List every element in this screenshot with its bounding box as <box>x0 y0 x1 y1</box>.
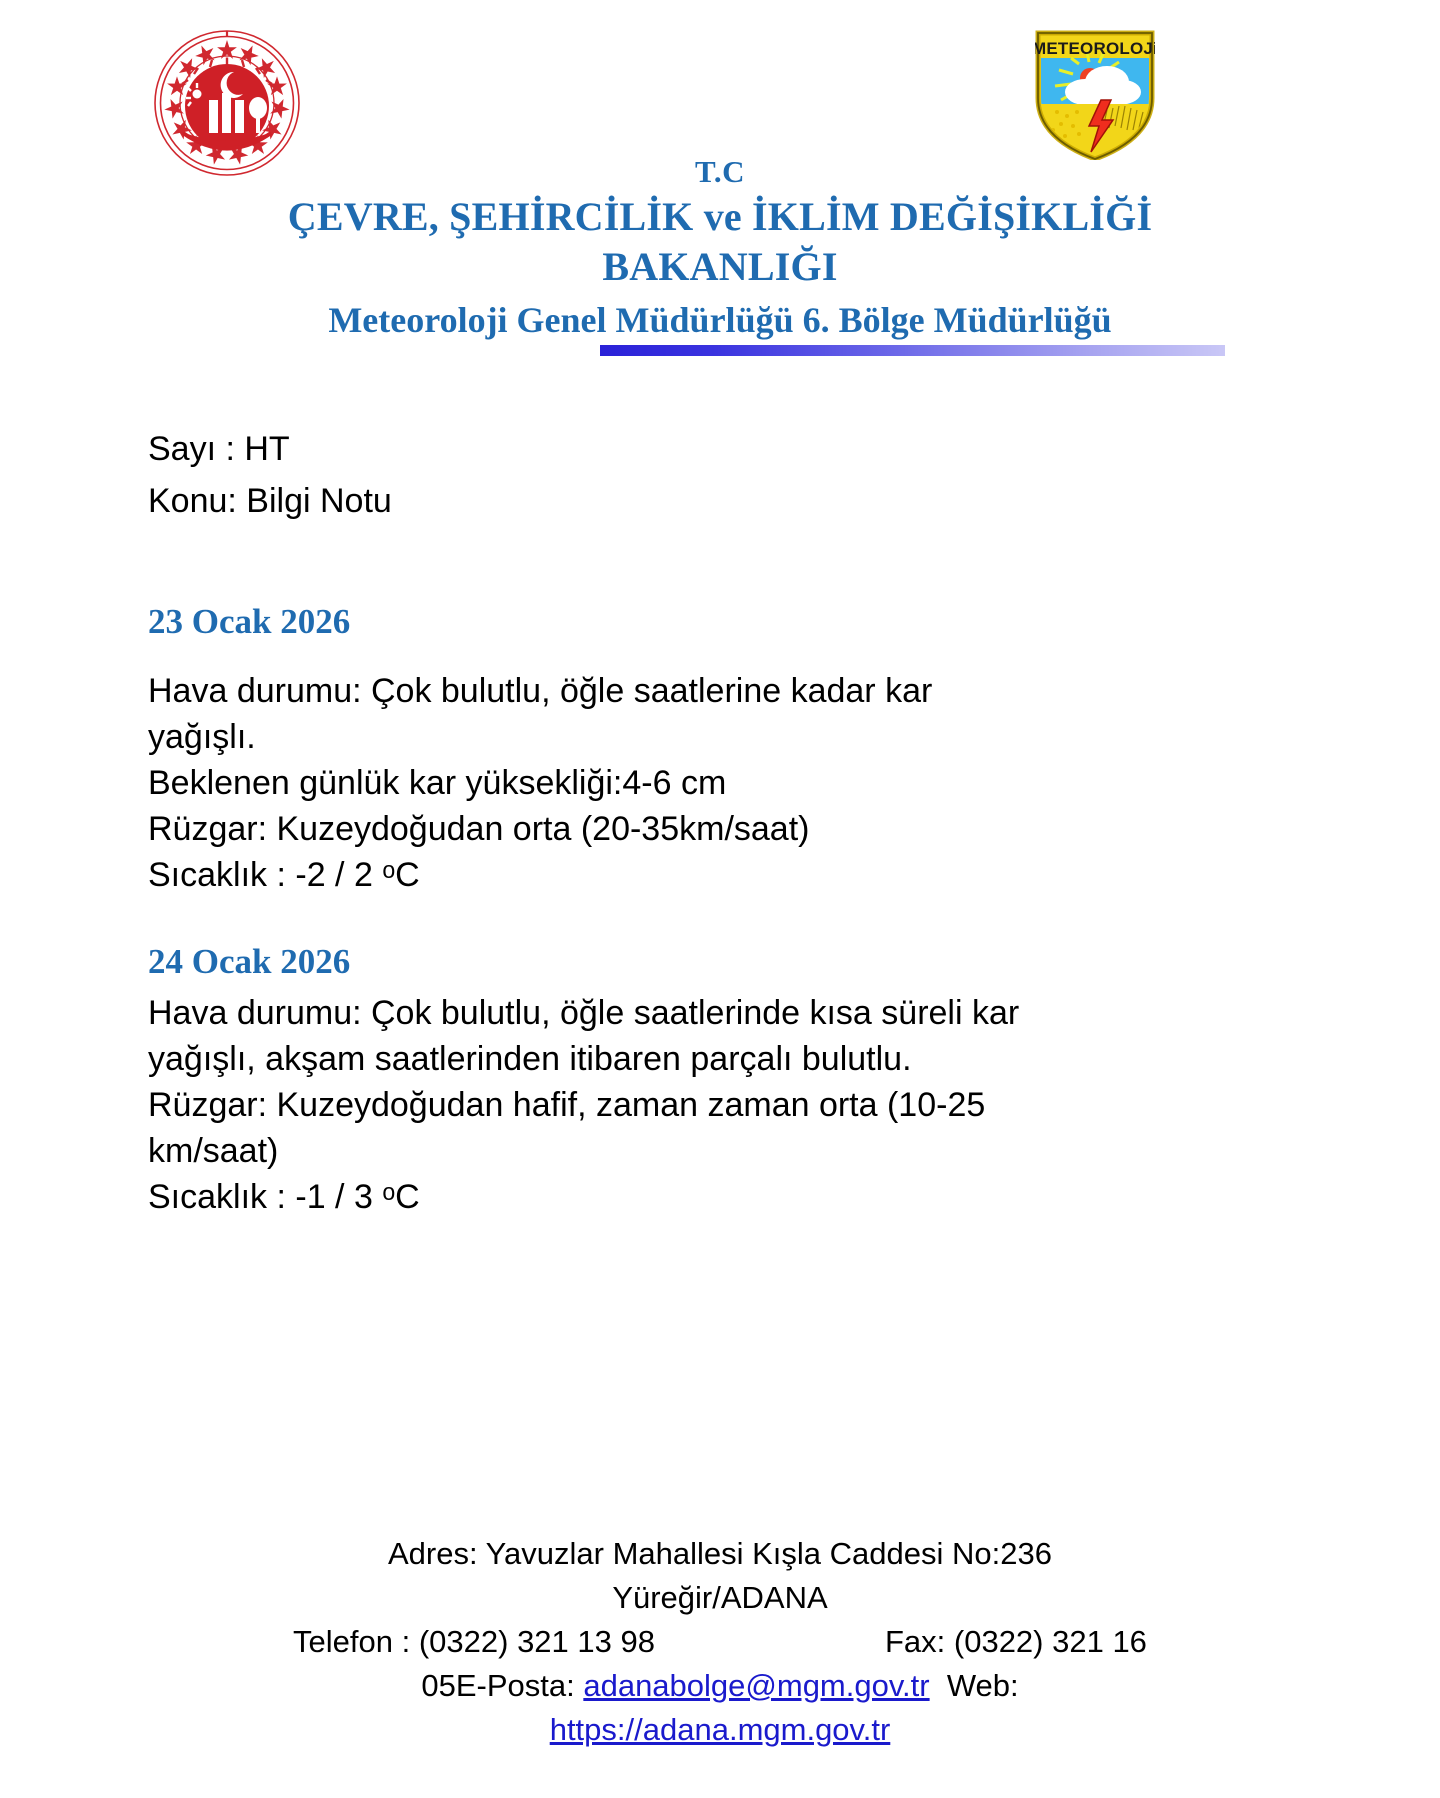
forecast-1-line-2: yağışlı. <box>148 718 256 756</box>
forecast-1-temperature-unit: ᵒC <box>382 856 420 894</box>
forecast-2-temperature-unit: ᵒC <box>382 1178 420 1216</box>
forecast-block-1 <box>148 600 1308 898</box>
forecast-content <box>148 600 1308 1220</box>
header-line-tc: T.C <box>694 154 745 189</box>
header-gradient-rule <box>600 345 1225 356</box>
document-header <box>0 152 1440 344</box>
document-meta <box>148 423 392 527</box>
meteoroloji-shield-label: METEOROLOJi <box>1035 39 1155 58</box>
footer-address-line-2: Yüreğir/ADANA <box>612 1580 828 1615</box>
forecast-body-2 <box>148 990 1158 1220</box>
forecast-1-temperature-label: Sıcaklık : -2 / 2 <box>148 856 383 894</box>
forecast-date-1: 23 Ocak 2026 <box>148 602 351 641</box>
footer-telephone: Telefon : (0322) 321 13 98 <box>293 1624 655 1659</box>
forecast-2-temperature-label: Sıcaklık : -1 / 3 <box>148 1178 383 1216</box>
document-footer <box>0 1532 1440 1752</box>
header-line-ministry: ÇEVRE, ŞEHİRCİLİK ve İKLİM DEĞİŞİKLİĞİ <box>287 194 1153 239</box>
header-line-regional-directorate: Meteoroloji Genel Müdürlüğü 6. Bölge Müdürlüğü <box>328 300 1112 340</box>
forecast-2-line-4: km/saat) <box>148 1132 279 1170</box>
forecast-2-line-3: Rüzgar: Kuzeydoğudan hafif, zaman zaman orta (10-25 <box>148 1086 986 1124</box>
forecast-date-2: 24 Ocak 2026 <box>148 942 351 981</box>
forecast-1-line-1: Hava durumu: Çok bulutlu, öğle saatlerine kadar kar <box>148 672 933 710</box>
forecast-1-temperature <box>148 852 1158 898</box>
header-line-bakanligi: BAKANLIĞI <box>602 244 838 289</box>
footer-email-label: 05E-Posta: <box>421 1668 584 1703</box>
forecast-2-line-2: yağışlı, akşam saatlerinden itibaren parçalı bulutlu. <box>148 1040 912 1078</box>
forecast-body-1 <box>148 668 1158 898</box>
footer-web-link[interactable]: https://adana.mgm.gov.tr <box>549 1712 891 1747</box>
meta-sayi: Sayı : HT <box>148 430 290 468</box>
footer-phone-row <box>170 1620 1270 1664</box>
forecast-spacer <box>148 898 1308 940</box>
footer-email-link[interactable]: adanabolge@mgm.gov.tr <box>583 1668 930 1703</box>
meteoroloji-shield-logo <box>1035 30 1155 160</box>
forecast-1-line-4: Rüzgar: Kuzeydoğudan orta (20-35km/saat) <box>148 810 810 848</box>
footer-fax: Fax: (0322) 321 16 <box>884 1624 1147 1659</box>
forecast-block-2 <box>148 940 1308 1220</box>
footer-address-line-1: Adres: Yavuzlar Mahallesi Kışla Caddesi No:236 <box>388 1536 1052 1571</box>
footer-web-label <box>930 1668 947 1703</box>
forecast-2-line-1: Hava durumu: Çok bulutlu, öğle saatlerinde kısa süreli kar <box>148 994 1020 1032</box>
footer-web-text: Web: <box>946 1668 1019 1703</box>
footer-email-row <box>0 1664 1440 1708</box>
forecast-2-temperature <box>148 1174 1158 1220</box>
meta-konu: Konu: Bilgi Notu <box>148 482 392 520</box>
footer-web-row <box>0 1708 1440 1752</box>
forecast-1-line-3: Beklenen günlük kar yüksekliği:4-6 cm <box>148 764 727 802</box>
